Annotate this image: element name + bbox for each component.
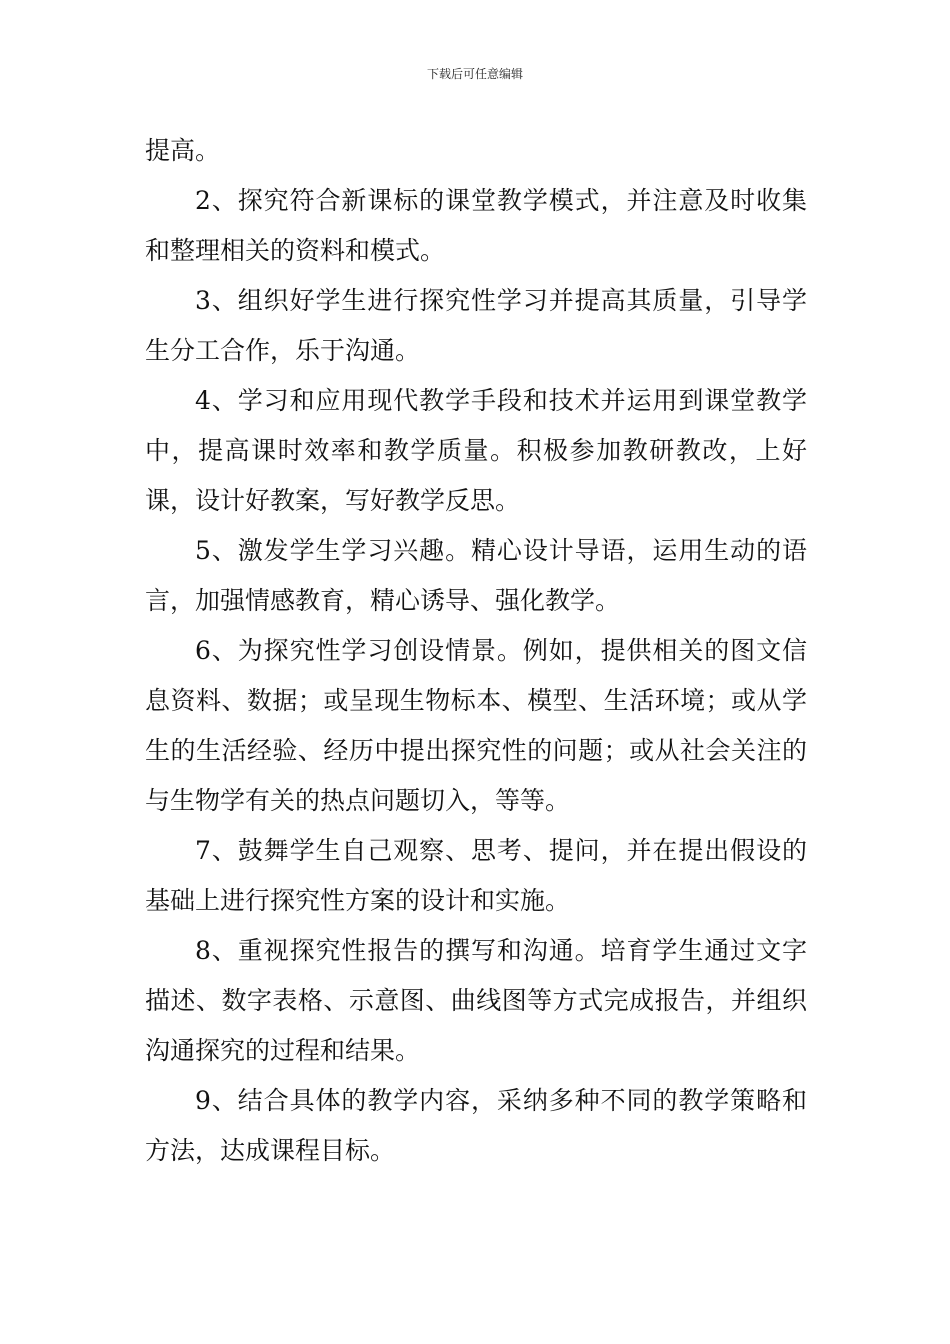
paragraph-item-7: 7、鼓舞学生自己观察、思考、提问，并在提出假设的基础上进行探究性方案的设计和实施。 bbox=[145, 836, 807, 915]
paragraph-item-2: 2、探究符合新课标的课堂教学模式，并注意及时收集和整理相关的资料和模式。 bbox=[145, 186, 807, 265]
paragraph-item-8: 8、重视探究性报告的撰写和沟通。培育学生通过文字描述、数字表格、示意图、曲线图等方式完成报告，并组织沟通探究的过程和结果。 bbox=[145, 936, 807, 1065]
paragraph-continuation: 提高。 bbox=[145, 136, 221, 165]
paragraph-item-5: 5、激发学生学习兴趣。精心设计导语，运用生动的语言，加强情感教育，精心诱导、强化教学。 bbox=[145, 536, 807, 615]
page-header: 下载后可任意编辑 bbox=[426, 67, 523, 81]
paragraph-item-4: 4、学习和应用现代教学手段和技术并运用到课堂教学中，提高课时效率和教学质量。积极参加教研教改，上好课，设计好教案，写好教学反思。 bbox=[145, 386, 807, 515]
paragraph-item-6: 6、为探究性学习创设情景。例如，提供相关的图文信息资料、数据；或呈现生物标本、模型、生活环境；或从学生的生活经验、经历中提出探究性的问题；或从社会关注的与生物学有关的热点问题切入，等等。 bbox=[145, 636, 807, 815]
paragraph-item-9: 9、结合具体的教学内容，采纳多种不同的教学策略和方法，达成课程目标。 bbox=[145, 1086, 807, 1165]
document-body bbox=[145, 126, 807, 1176]
paragraph-item-3: 3、组织好学生进行探究性学习并提高其质量，引导学生分工合作，乐于沟通。 bbox=[145, 286, 807, 365]
